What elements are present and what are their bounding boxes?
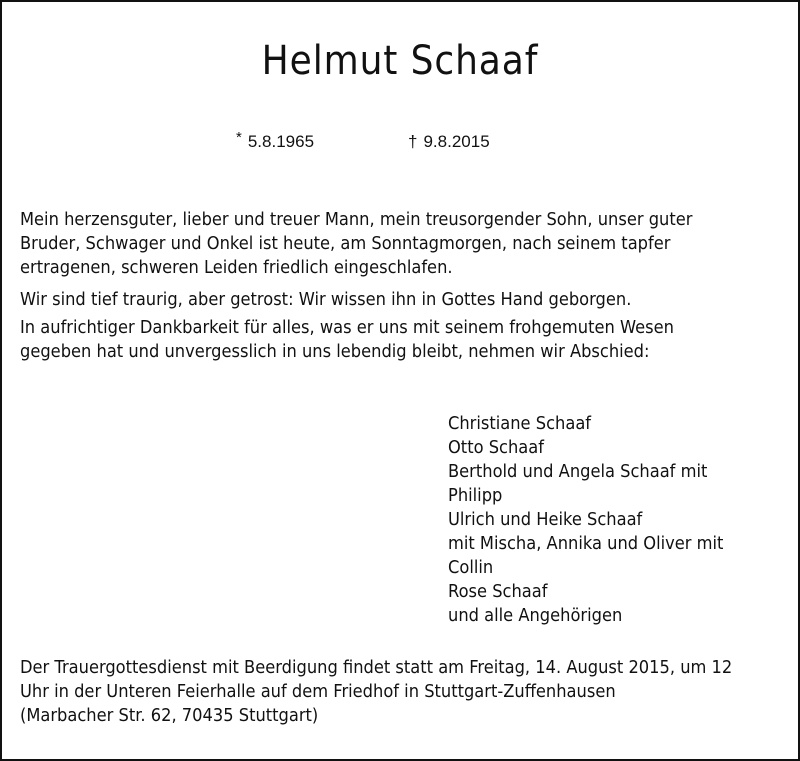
- mourner-line: Rose Schaaf: [448, 582, 548, 602]
- paragraph-line: Wir sind tief traurig, aber getrost: Wir wissen ihn in Gottes Hand geborgen.: [20, 290, 632, 310]
- service-line: (Marbacher Str. 62, 70435 Stuttgart): [20, 706, 319, 726]
- birth-date: [236, 129, 315, 152]
- paragraph-line: Mein herzensguter, lieber und treuer Mann, mein treusorgender Sohn, unser guter: [20, 210, 693, 230]
- mourner-line: und alle Angehörigen: [448, 606, 623, 626]
- paragraph-line: gegeben hat und unvergesslich in uns lebendig bleibt, nehmen wir Abschied:: [20, 342, 650, 362]
- paragraph-line: In aufrichtiger Dankbarkeit für alles, was er uns mit seinem frohgemuten Wesen: [20, 318, 674, 338]
- paragraph-farewell: [20, 316, 745, 364]
- birth-star-icon: *: [236, 129, 242, 146]
- paragraph-line: ertragenen, schweren Leiden friedlich eingeschlafen.: [20, 258, 453, 278]
- birth-date-value: 5.8.1965: [247, 132, 315, 151]
- paragraph-faith: [20, 288, 745, 312]
- mourner-line: Berthold und Angela Schaaf mit: [448, 462, 708, 482]
- mourner-line: Otto Schaaf: [448, 438, 544, 458]
- service-line: Der Trauergottesdienst mit Beerdigung findet statt am Freitag, 14. August 2015, um 12: [20, 658, 733, 678]
- death-date-value: 9.8.2015: [423, 132, 490, 151]
- paragraph-line: Bruder, Schwager und Onkel ist heute, am Sonntagmorgen, nach seinem tapfer: [20, 234, 671, 254]
- funeral-service-info: [20, 656, 792, 728]
- mourner-line: Ulrich und Heike Schaaf: [448, 510, 643, 530]
- mourners-list: [448, 412, 774, 628]
- deceased-name: Helmut Schaaf: [261, 38, 539, 84]
- mourner-line: Collin: [448, 558, 494, 578]
- death-cross-icon: †: [408, 132, 418, 151]
- mourner-line: Philipp: [448, 486, 503, 506]
- death-date: [408, 132, 490, 152]
- paragraph-passing: [20, 208, 745, 280]
- service-line: Uhr in der Unteren Feierhalle auf dem Friedhof in Stuttgart-Zuffenhausen: [20, 682, 616, 702]
- mourner-line: Christiane Schaaf: [448, 414, 592, 434]
- mourner-line: mit Mischa, Annika und Oliver mit: [448, 534, 724, 554]
